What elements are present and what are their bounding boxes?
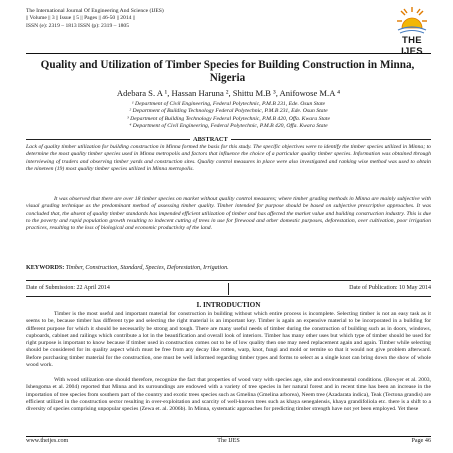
sun-icon [396, 6, 428, 34]
keywords-label: KEYWORDS: [26, 265, 65, 271]
dates-separator [228, 283, 229, 295]
dates-top-divider [26, 280, 431, 281]
author-list: Adebara S. A ¹, Hassan Haruna ², Shittu M.B ³, Anifowose M.A ⁴ [116, 88, 341, 98]
header-divider [26, 53, 431, 54]
journal-logo [392, 6, 432, 57]
affiliations [26, 101, 431, 131]
intro-paragraph-1: Timber is the most useful and important material for construction in building without which entire process is incomplete. Selecting timber is not an easy task as it seems to be, because timber has different type and selecting the right material is an important key. Timber is again an expensive material to be incorporated in a building for different purpose for which it should be necessarily be strong and tough. There are many useful needs of timber during the construction of building such as in doors, windows, cupboards, cabinet and railings which contribute a lot in the beautification and overall look of interiors. Timber has many other uses but which type of timber should be used for right purpose is important to know because if timber used in construction comes out to be of low quality then one may need replacement again and again. Timber while selecting should be considered for its quality aspect which must be free from any decay like rotten, warp, knot, fungi and mold or termite so that it would not give problem afterward. Before purchasing timber material for the construction, one must be well informed regarding timber types and forms to select as a single knot can bring down the show of whole wood work. [26, 311, 431, 369]
journal-header [26, 8, 356, 30]
page-footer [26, 438, 431, 447]
page-number: Page 46 [411, 438, 431, 444]
publication-date: Date of Publication: 10 May 2014 [349, 285, 431, 291]
abstract-paragraph-2: It was observed that there are over 18 timber species on market without quality control measures; where timber grading methods in Minna are mainly subjective with visual grading technique as the predominant method of assessing timber quality. Timber intended for purpose should be based on subjective prescriptive approaches. It was concluded that, the absent of quality timber standards has impended efficient utilization of timber and has affected the market value and building construction industry. This is due to the poverty and rapid population growth resulting to indecent cutting of trees in use for firewood and other domestic purposes, deforestation, over cultivation, poor irrigation practices, resulting to the loss of biological and economic productivity of the land. [26, 196, 431, 232]
journal-name: The International Journal Of Engineering And Science (IJES) [26, 8, 164, 14]
affiliation-2: ² Department of Building Technology Federal Polytechnic, P.M.B 231, Ede. Osun State [129, 108, 328, 115]
journal-volume: || Volume || 3 || Issue || 5 || Pages || 46-50 || 2014 || [26, 15, 136, 22]
footer-journal: The IJES [217, 438, 240, 444]
abstract-paragraph-1: Lack of quality timber utilization for building construction in Minna formed the basis for this study. The specific objectives were to identify the timber species utilized in Minna; to determine the most quality timber species used in Minna metropolis and factors that influence the choice of a particular quality timber species. Information was obtained through interviewing of traders and observing timber yards and construction sites. Quality control measures in place were also investigated and ranking wise method was used to obtain the nineteen (19) most quality timber species utilized in Minna metropolis. [26, 144, 431, 172]
affiliation-4: ⁴ Department of Civil Engineering, Federal Polytechnic, P.M.B 420, Offa. Kwara State [129, 123, 328, 130]
affiliation-1: ¹ Department of Civil Engineering, Federal Polytechnic, P.M.B 231, Ede. Osun State [131, 101, 326, 107]
abstract-heading: ABSTRACT [190, 136, 231, 143]
footer-website-link[interactable]: www.theijes.com [26, 438, 69, 444]
section-heading-introduction: I. INTRODUCTION [196, 301, 261, 309]
intro-paragraph-2: With wood utilization one should therefore, recognize the fact that properties of wood vary with species age, site and environmental conditions. (Bowyer et al. 2003, Ishengoma et al. 2004) reported that Minna and its surroundings are endowed with a variety of tree species in her natural forest and in recent time has been an increase in the importation of tree species from southern part of the country and exotic trees species such as Gmelina (Gmelina arborea), Neem tree (Azadarata indica), Teak (Tectona grandis) are efficient utilized in the construction sector resulting in over-exploitation and scarcity of well-known trees such as khaya senegalensis, khaya grandifoliola etc. there is a shift to a diversity of species comprising unpopular species (Zewa et. al. 2006b). In Minna, systematic approaches for predicting timber strength have not yet been employed. Yet these [26, 377, 431, 413]
affiliation-3: ³ Department of Building Technology Federal Polytechnic, P.M.B 420, Offa. Kwara State [127, 115, 330, 122]
submission-date: Date of Submission: 22 April 2014 [26, 285, 110, 291]
journal-issn: ISSN (e): 2319 – 1813 ISSN (p): 2319 – 1805 [26, 22, 130, 29]
paper-title: Quality and Utilization of Timber Species for Building Construction in Minna, Nigeria [40, 59, 415, 84]
submission-dates [26, 284, 431, 295]
keywords [26, 265, 431, 271]
logo-text: THE IJES [401, 35, 423, 57]
footer-divider [26, 436, 431, 437]
keywords-text: Timber, Construction, Standard, Species, Deforestation, Irrigation. [65, 265, 229, 271]
dates-bottom-divider [26, 296, 431, 297]
